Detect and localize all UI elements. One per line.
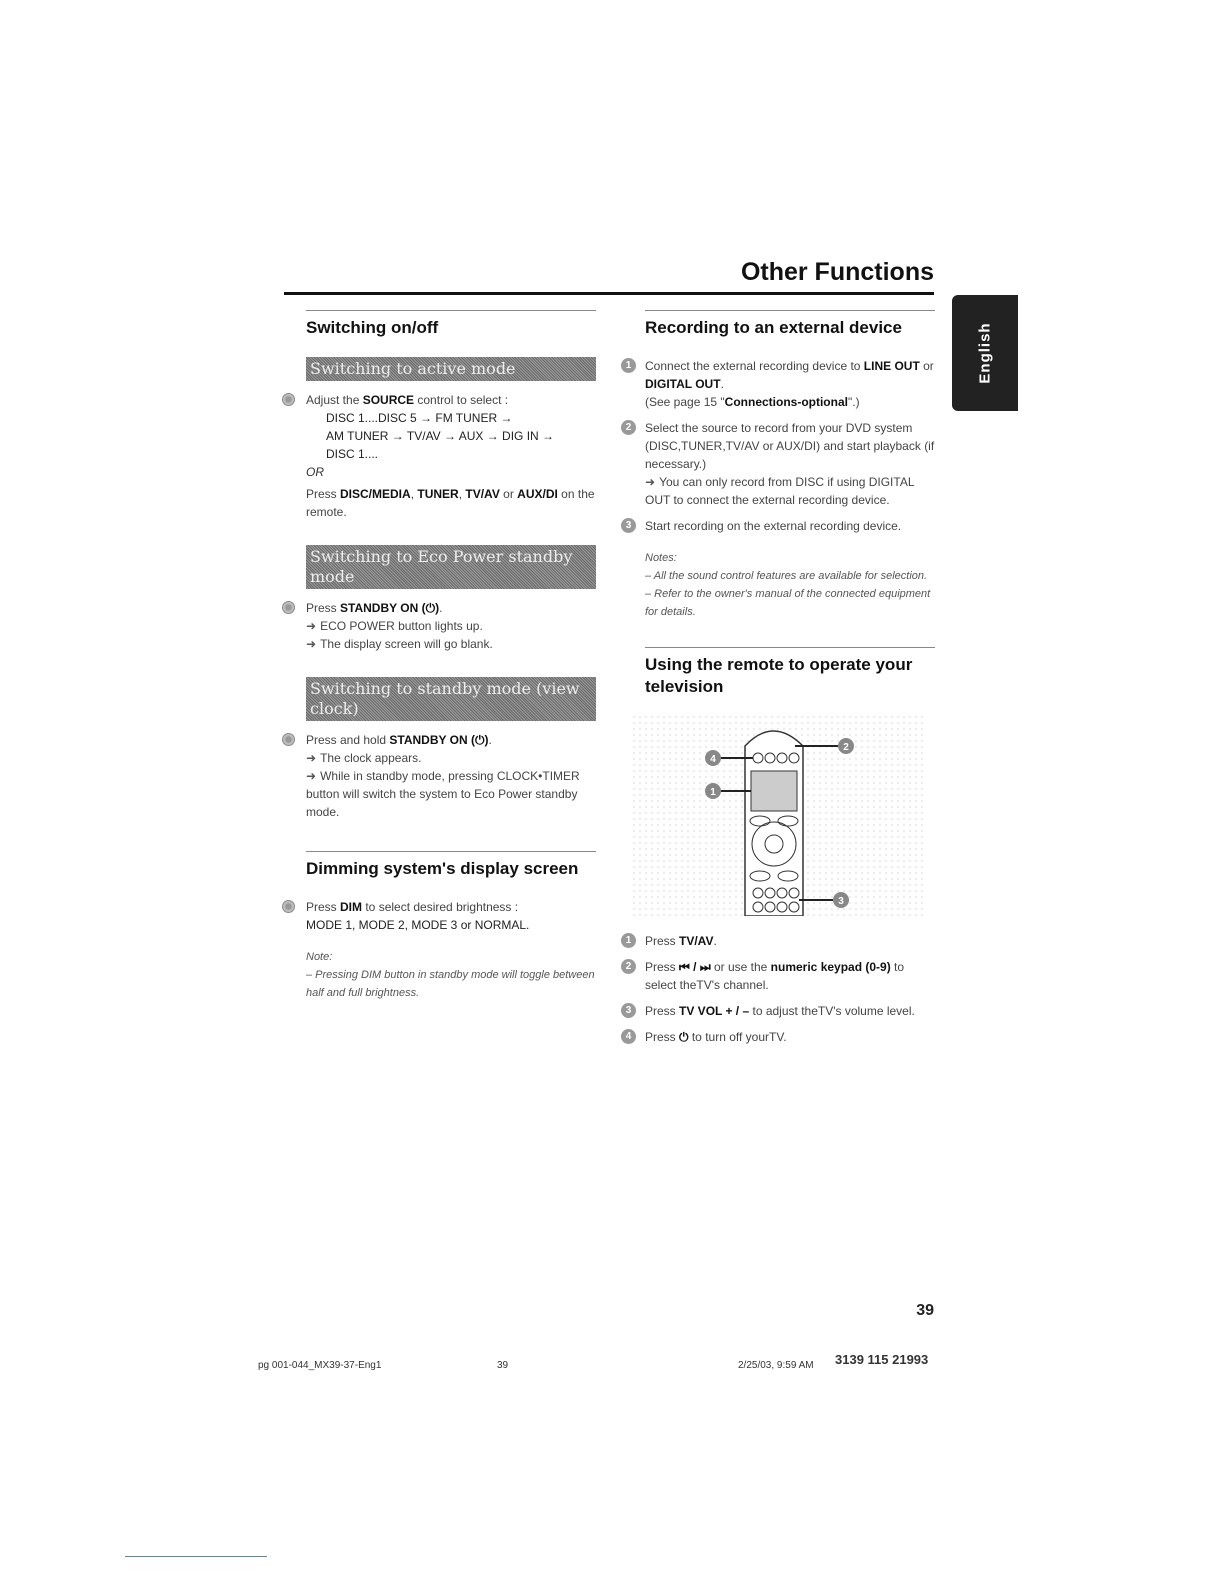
- remote-title: Using the remote to operate your television: [645, 655, 913, 696]
- dimming-title: Dimming system's display screen: [306, 859, 579, 878]
- step-number-icon: 1: [621, 358, 636, 373]
- step-number-icon: 4: [621, 1029, 636, 1044]
- result-arrow-icon: ➜: [306, 637, 317, 651]
- callout-4: 4: [710, 754, 716, 765]
- callout-2: 2: [843, 742, 849, 753]
- remote-step-3: 3 Press TV VOL + / – to adjust theTV's volume level.: [645, 1002, 935, 1020]
- result-arrow-icon: ➜: [645, 475, 656, 489]
- result-arrow-icon: ➜: [306, 619, 317, 633]
- left-column: [306, 310, 596, 1002]
- footer-code: 3139 115 21993: [835, 1352, 929, 1367]
- source-line-1: DISC 1....DISC 5 → FM TUNER →: [326, 411, 513, 425]
- recording-step-2: 2 Select the source to record from your DVD system (DISC,TUNER,TV/AV or AUX/DI) and start playback (if necessary.) ➜ You can only record from DISC if using DIGITAL OUT to connect the external recording device.: [645, 419, 935, 509]
- step-number-icon: 2: [621, 420, 636, 435]
- dim-modes: MODE 1, MODE 2, MODE 3 or NORMAL.: [306, 918, 530, 932]
- result-arrow-icon: ➜: [306, 751, 317, 765]
- bullet-icon: [282, 393, 295, 406]
- remote-step-4: 4 Press ⏻ to turn off yourTV.: [645, 1028, 935, 1046]
- source-line-3: DISC 1....: [326, 447, 379, 461]
- or-label: OR: [306, 465, 324, 479]
- standby-mode-bar: Switching to standby mode (view clock): [306, 677, 596, 721]
- bullet-icon: [282, 601, 295, 614]
- bullet-icon: [282, 900, 295, 913]
- section-rule: [306, 310, 596, 311]
- switching-title: Switching on/off: [306, 318, 439, 337]
- page-number: 39: [916, 1302, 934, 1319]
- step-number-icon: 3: [621, 518, 636, 533]
- footer-date: 2/25/03, 9:59 AM: [738, 1360, 814, 1371]
- source-line-2: AM TUNER → TV/AV → AUX → DIG IN →: [326, 429, 555, 443]
- right-column: [625, 310, 935, 1050]
- title-rule: [284, 292, 934, 295]
- remote-step-1: 1 Press TV/AV.: [645, 932, 935, 950]
- page-title: Other Functions: [740, 258, 934, 286]
- section-rule: [645, 310, 935, 311]
- step-number-icon: 3: [621, 1003, 636, 1018]
- remote-illustration: [633, 716, 923, 916]
- callout-1: 1: [710, 787, 716, 798]
- remote-step-2: 2 Press ⏮ / ⏭ or use the numeric keypad (0-9) to select theTV's channel.: [645, 958, 935, 994]
- active-step: Adjust the SOURCE control to select : DISC 1....DISC 5 → FM TUNER → AM TUNER → TV/AV → AUX → DIG IN → DISC 1.... OR Press DISC/MEDIA, TUNER, TV/AV or AUX/DI on the remote.: [306, 391, 596, 521]
- callout-3: 3: [838, 896, 844, 907]
- section-rule: [645, 647, 935, 648]
- section-rule: [306, 851, 596, 852]
- recording-step-3: 3 Start recording on the external recording device.: [645, 517, 935, 535]
- press-remote-line: Press DISC/MEDIA, TUNER, TV/AV or AUX/DI on the remote.: [306, 487, 595, 519]
- dim-note: Note: – Pressing DIM button in standby mode will toggle between half and full brightness.: [306, 951, 595, 999]
- language-tab: [952, 295, 1018, 411]
- language-tab-label: English: [976, 322, 994, 384]
- recording-step-1: 1 Connect the external recording device to LINE OUT or DIGITAL OUT. (See page 15 "Connections-optional".): [645, 357, 935, 411]
- eco-step: Press STANDBY ON (⏻). ➜ ECO POWER button lights up. ➜ The display screen will go blank.: [306, 599, 596, 653]
- bottom-line: [125, 1556, 267, 1557]
- recording-title: Recording to an external device: [645, 318, 902, 337]
- dim-step: Press DIM to select desired brightness : MODE 1, MODE 2, MODE 3 or NORMAL.: [306, 898, 596, 934]
- result-arrow-icon: ➜: [306, 769, 317, 783]
- step-number-icon: 1: [621, 933, 636, 948]
- active-mode-bar: Switching to active mode: [306, 357, 596, 381]
- eco-mode-bar: Switching to Eco Power standby mode: [306, 545, 596, 589]
- step-number-icon: 2: [621, 959, 636, 974]
- bullet-icon: [282, 733, 295, 746]
- recording-notes: Notes: – All the sound control features are available for selection. – Refer to the owner's manual of the connected equipment for details.: [645, 552, 931, 618]
- remote-control-icon: [633, 716, 923, 916]
- footer-sheet: 39: [497, 1360, 509, 1371]
- standby-step: Press and hold STANDBY ON (⏻). ➜ The clock appears. ➜ While in standby mode, pressing CLOCK•TIMER button will switch the system to Eco Power standby mode.: [306, 731, 596, 821]
- footer-file: pg 001-044_MX39-37-Eng1: [258, 1360, 382, 1371]
